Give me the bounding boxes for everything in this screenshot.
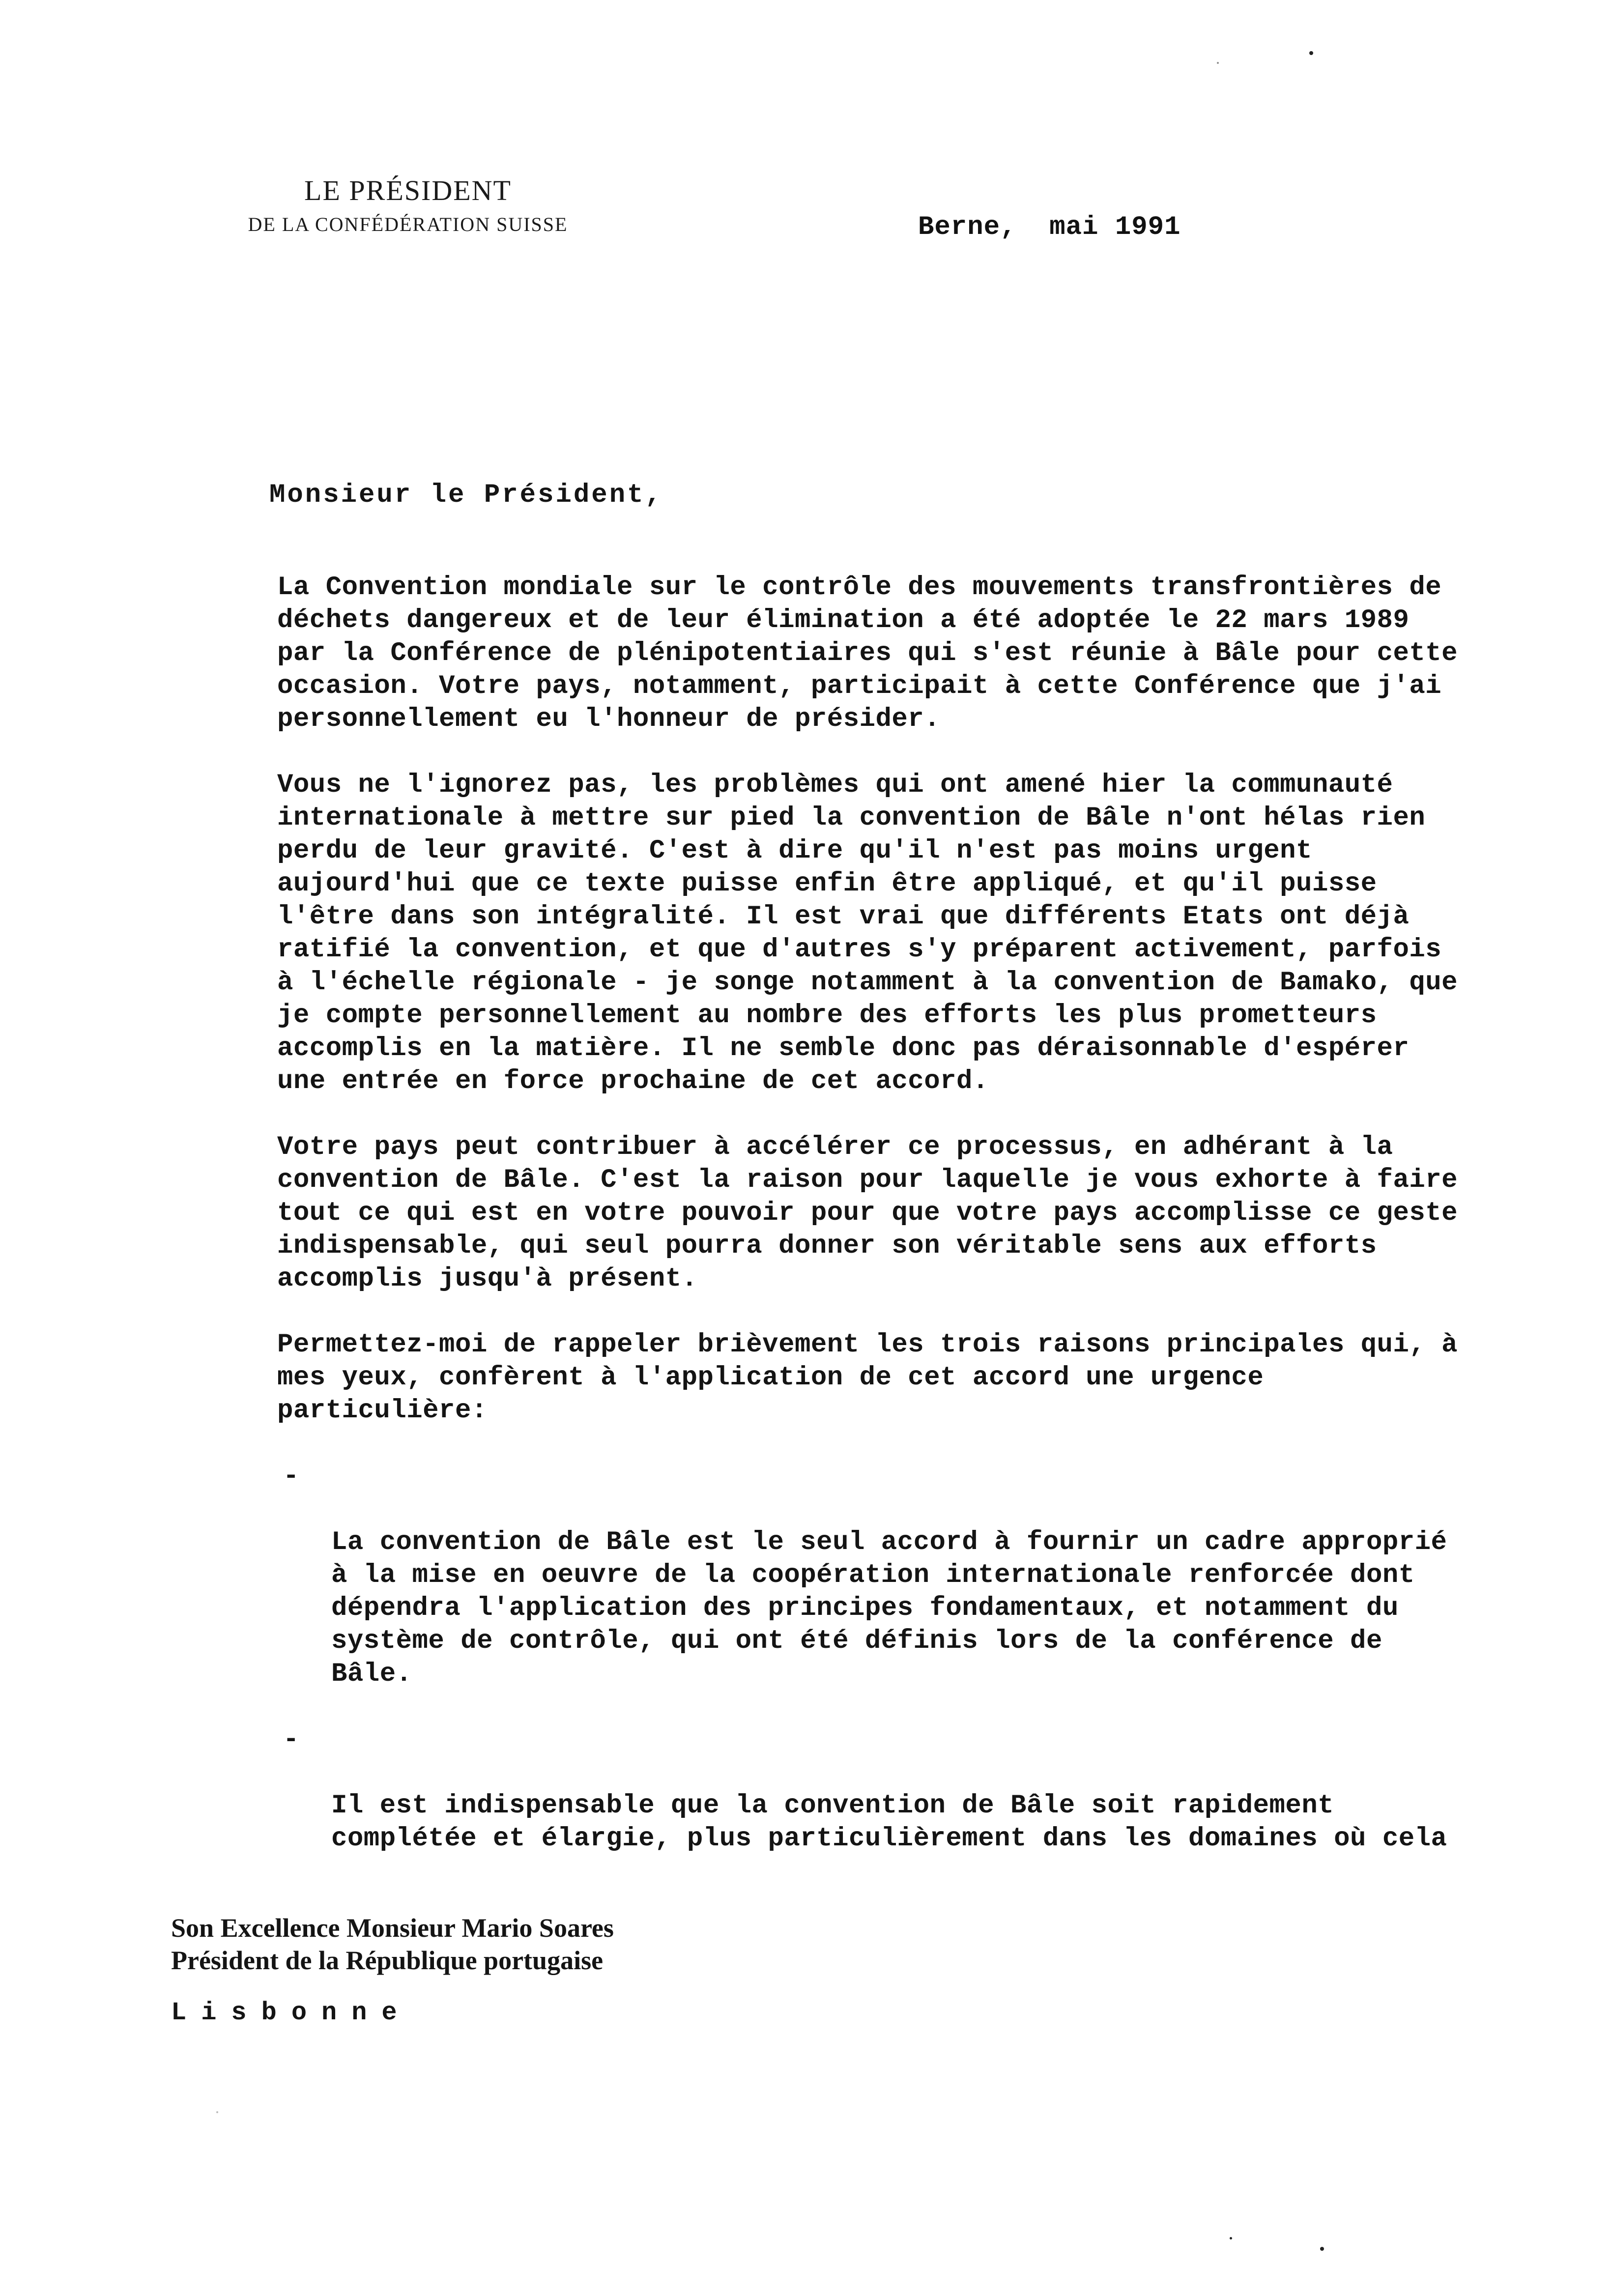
- letter-date: Berne, mai 1991: [918, 212, 1181, 242]
- paragraph: La Convention mondiale sur le contrôle des mouvements transfrontières de déchets dangereux et de leur élimination a été adoptée le 22 mars 1989 par la Conférence de plénipotentiaires qui s'est réunie à Bâle pour cette occasion. Votre pays, notamment, participait à cette Conférence que j'ai personnellement eu l'honneur de présider.: [277, 573, 1458, 734]
- letterhead: [216, 173, 600, 239]
- letterhead-subtitle: DE LA CONFÉDÉRATION SUISSE: [248, 213, 568, 235]
- paragraph: Permettez-moi de rappeler brièvement les trois raisons principales qui, à mes yeux, confèrent à l'application de cet accord une urgence particulière:: [277, 1330, 1458, 1426]
- addressee-city: Lisbonne: [171, 1998, 412, 2027]
- letter-body: [277, 571, 1496, 1888]
- paragraph: Vous ne l'ignorez pas, les problèmes qui ont amené hier la communauté internationale à mettre sur pied la convention de Bâle n'ont hélas rien perdu de leur gravité. C'est à dire qu'il n'est pas moins urgent aujourd'hui que ce texte puisse enfin être appliqué, et qu'il puisse l'être dans son intégralité. Il est vrai que différents Etats ont déjà ratifié la convention, et que d'autres s'y préparent activement, parfois à l'échelle régionale - je songe notamment à la convention de Bamako, que je compte personnellement au nombre des efforts les plus prometteurs accomplis en la matière. Il ne semble donc pas déraisonnable d'espérer une entrée en force prochaine de cet accord.: [277, 770, 1458, 1096]
- scan-speck: [1217, 62, 1219, 64]
- bullet-text: La convention de Bâle est le seul accord à fournir un cadre approprié à la mise en oeuvre de la coopération internationale renforcée dont dépendra l'application des principes fondamentaux, et notamment du système de contrôle, qui ont été définis lors de la conférence de Bâle.: [331, 1527, 1447, 1689]
- bullet-dash: -: [283, 1725, 299, 1755]
- scan-speck: [1320, 2247, 1324, 2251]
- bullet-item: [277, 1460, 1496, 1691]
- salutation: Monsieur le Président,: [269, 480, 663, 510]
- bullet-item: [277, 1723, 1496, 1855]
- bullet-text: Il est indispensable que la convention de Bâle soit rapidement complétée et élargie, plus particulièrement dans les domaines où cela: [331, 1791, 1447, 1854]
- paragraph: Votre pays peut contribuer à accélérer ce processus, en adhérant à la convention de Bâle. C'est la raison pour laquelle je vous exhorte à faire tout ce qui est en votre pouvoir pour que votre pays accomplisse ce geste indispensable, qui seul pourra donner son véritable sens aux efforts accomplis jusqu'à présent.: [277, 1132, 1458, 1294]
- scan-speck: [1309, 51, 1313, 55]
- addressee-block: [171, 1912, 614, 1977]
- addressee-name: Son Excellence Monsieur Mario Soares: [171, 1913, 614, 1943]
- addressee-title: Président de la République portugaise: [171, 1946, 604, 1975]
- scan-speck: [1230, 2237, 1232, 2239]
- letterhead-title: LE PRÉSIDENT: [304, 174, 512, 206]
- scan-speck: [216, 2111, 218, 2113]
- bullet-dash: -: [283, 1462, 299, 1492]
